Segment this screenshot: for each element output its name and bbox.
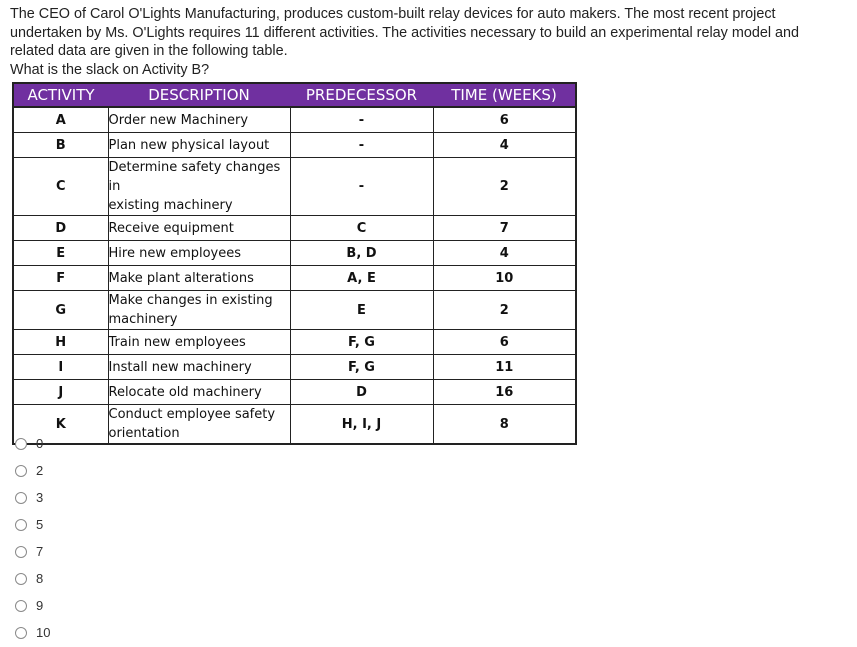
description-line: Make changes in existing <box>108 293 273 308</box>
option-label[interactable]: 2 <box>36 463 44 478</box>
answer-option[interactable] <box>15 511 50 538</box>
description-line: existing machinery <box>108 198 233 213</box>
option-label[interactable]: 8 <box>36 571 44 586</box>
option-label[interactable]: 0 <box>36 436 44 451</box>
header-time: TIME (WEEKS) <box>433 83 576 107</box>
intro-line-2: undertaken by Ms. O'Lights requires 11 different activities. The activities necessary to build an experimental relay model and <box>10 24 800 41</box>
cell-time: 6 <box>433 330 576 355</box>
cell-predecessor: - <box>290 158 433 216</box>
description-line: Make plant alterations <box>108 270 254 286</box>
cell-predecessor: C <box>290 216 433 241</box>
radio-button[interactable] <box>15 519 27 531</box>
cell-activity: F <box>13 266 108 291</box>
answer-option[interactable] <box>15 565 50 592</box>
cell-description <box>108 133 290 158</box>
cell-activity: K <box>13 405 108 445</box>
table-row <box>13 158 576 216</box>
description-line: Conduct employee safety <box>108 407 276 422</box>
cell-activity: J <box>13 380 108 405</box>
cell-predecessor: - <box>290 107 433 133</box>
question-prompt: What is the slack on Activity B? <box>10 61 210 78</box>
radio-button[interactable] <box>15 546 27 558</box>
radio-button[interactable] <box>15 465 27 477</box>
cell-activity: E <box>13 241 108 266</box>
activity-table <box>12 82 577 445</box>
table-row <box>13 266 576 291</box>
cell-predecessor: E <box>290 291 433 330</box>
intro-line-3: related data are given in the following table. <box>10 43 288 60</box>
cell-predecessor: B, D <box>290 241 433 266</box>
table-row <box>13 216 576 241</box>
cell-description <box>108 216 290 241</box>
cell-description <box>108 355 290 380</box>
table-row <box>13 405 576 445</box>
cell-time: 2 <box>433 158 576 216</box>
description-line: Plan new physical layout <box>108 137 270 153</box>
cell-time: 4 <box>433 241 576 266</box>
table-row <box>13 330 576 355</box>
cell-activity: I <box>13 355 108 380</box>
cell-activity: C <box>13 158 108 216</box>
description-line: Train new employees <box>108 334 246 350</box>
cell-description <box>108 405 290 445</box>
radio-button[interactable] <box>15 573 27 585</box>
table-row <box>13 355 576 380</box>
cell-predecessor: F, G <box>290 355 433 380</box>
cell-time: 2 <box>433 291 576 330</box>
cell-predecessor: A, E <box>290 266 433 291</box>
answer-option[interactable] <box>15 592 50 619</box>
option-label[interactable]: 9 <box>36 598 44 613</box>
question-text <box>10 5 855 79</box>
cell-predecessor: - <box>290 133 433 158</box>
cell-description <box>108 380 290 405</box>
radio-button[interactable] <box>15 600 27 612</box>
header-activity: ACTIVITY <box>13 83 108 107</box>
cell-time: 4 <box>433 133 576 158</box>
cell-time: 10 <box>433 266 576 291</box>
intro-line-1: The CEO of Carol O'Lights Manufacturing, produces custom-built relay devices for auto makers. The most recent project <box>10 6 776 22</box>
radio-button[interactable] <box>15 492 27 504</box>
answer-option[interactable] <box>15 484 50 511</box>
cell-description <box>108 330 290 355</box>
cell-activity: H <box>13 330 108 355</box>
cell-time: 6 <box>433 107 576 133</box>
cell-time: 11 <box>433 355 576 380</box>
cell-description <box>108 158 290 216</box>
table-row <box>13 291 576 330</box>
radio-button[interactable] <box>15 627 27 639</box>
cell-description <box>108 291 290 330</box>
table-header-row <box>13 83 576 107</box>
table-row <box>13 241 576 266</box>
cell-activity: G <box>13 291 108 330</box>
option-label[interactable]: 5 <box>36 517 44 532</box>
description-line: orientation <box>108 426 180 441</box>
cell-predecessor: H, I, J <box>290 405 433 445</box>
table-row <box>13 133 576 158</box>
option-label[interactable]: 7 <box>36 544 44 559</box>
header-predecessor: PREDECESSOR <box>290 83 433 107</box>
description-line: Order new Machinery <box>108 112 249 128</box>
table-row <box>13 380 576 405</box>
cell-time: 7 <box>433 216 576 241</box>
cell-time: 8 <box>433 405 576 445</box>
description-line: Relocate old machinery <box>108 384 262 400</box>
answer-option[interactable] <box>15 457 50 484</box>
radio-button[interactable] <box>15 438 27 450</box>
header-description: DESCRIPTION <box>108 83 290 107</box>
cell-predecessor: F, G <box>290 330 433 355</box>
cell-activity: D <box>13 216 108 241</box>
description-line: Hire new employees <box>108 245 242 261</box>
option-label[interactable]: 10 <box>36 625 51 640</box>
description-line: Receive equipment <box>108 220 234 236</box>
option-label[interactable]: 3 <box>36 490 44 505</box>
cell-activity: B <box>13 133 108 158</box>
cell-predecessor: D <box>290 380 433 405</box>
description-line: Install new machinery <box>108 359 252 375</box>
answer-option[interactable] <box>15 619 50 646</box>
description-line: Determine safety changes in <box>108 160 281 194</box>
cell-description <box>108 241 290 266</box>
cell-activity: A <box>13 107 108 133</box>
cell-description <box>108 266 290 291</box>
cell-description <box>108 107 290 133</box>
answer-option[interactable] <box>15 538 50 565</box>
cell-time: 16 <box>433 380 576 405</box>
description-line: machinery <box>108 312 178 327</box>
answer-options <box>15 430 50 646</box>
table-row <box>13 107 576 133</box>
answer-option[interactable] <box>15 430 50 457</box>
